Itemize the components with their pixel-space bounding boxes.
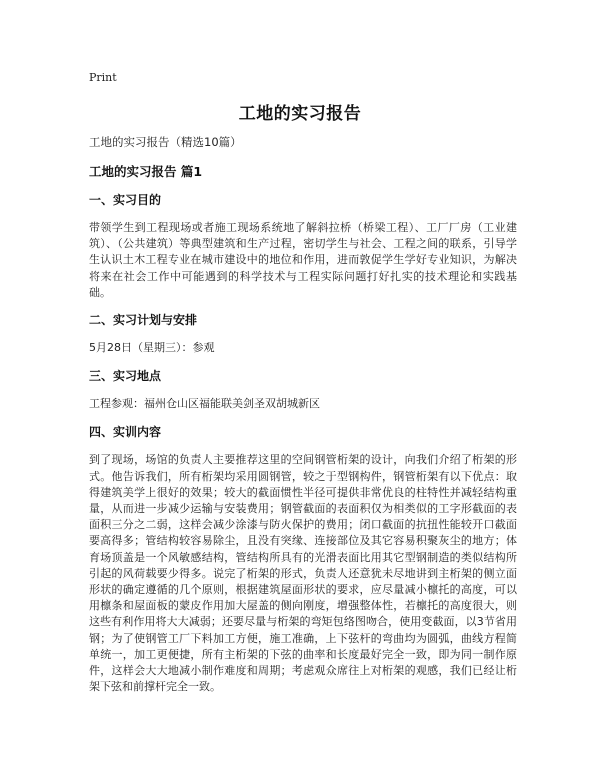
section-body-location: 工程参观：福州仓山区福能联美剑圣双胡城新区: [89, 397, 320, 411]
section-body-content: 到了现场，场馆的负责人主要推荐这里的空间钢管桁架的设计，向我们介绍了桁架的形式。他告诉我们，所有桁架均采用圆钢管，较之于型钢构件，钢管桁架有以下优点：取得建筑美学上很好的效果；较大的截面惯性半径可提供非常优良的柱特性并减轻结构重量，从而进一步减少运输与安装费用；钢管截面的表面积仅为相类似的工字形截面的表面积三分之二弱，这样会减少涂漆与防火保护的费用；闭口截面的抗扭性能较开口截面要高得多；管结构较容易除尘，且没有突缘、连接部位及其它容易积聚灰尘的地方；体育场顶盖是一个风敏感结构，管结构所具有的光滑表面比用其它型钢制造的类似结构所引起的风荷载要少得多。说完了桁架的形式，负责人还意犹未尽地讲到主桁架的侧立面形状的确定遵循的几个原则，根据建筑屋面形状的要求，应尽量减小檩托的高度，可以用檩条和屋面板的蒙皮作用加大屋盖的侧向刚度，增强整体性，若檩托的高度很大，则这些有利作用将大大减弱；还要尽量与桁架的弯矩包络图吻合，使用变截面，以3节省用钢；为了使钢管工厂下料加工方便，施工准确，上下弦杆的弯曲均为圆弧，曲线方程简单统一，加工更便捷，所有主桁架的下弦的曲率和长度最好完全一致，即为同一制作原件，这样会大大地减小制作难度和周期；考虑观众席往上对桁架的观感，我们已经让桁架下弦和前撑杆完全一致。: [89, 453, 517, 694]
section-heading-plan: 二、实习计划与安排: [89, 313, 198, 328]
section-heading-content: 四、实训内容: [89, 425, 162, 440]
print-link[interactable]: Print: [89, 71, 117, 84]
chapter-title: 工地的实习报告 篇1: [89, 164, 203, 179]
section-heading-purpose: 一、实习目的: [89, 193, 162, 207]
section-heading-location: 三、实习地点: [89, 369, 162, 384]
document-title: 工地的实习报告: [238, 104, 362, 124]
section-body-plan: 5月28日（星期三）：参观: [89, 341, 215, 355]
document-subtitle: 工地的实习报告（精选10篇）: [89, 135, 242, 149]
section-body-purpose: 带领学生到工程现场或者施工现场系统地了解斜拉桥（桥梁工程）、工厂厂房（工业建筑）、（公共建筑）等典型建筑和生产过程，密切学生与社会、工程之间的联系，引导学生认识土木工程专业在城市建设中的地位和作用，进而敦促学生学好专业知识，为解决将来在社会工作中可能遇到的科学技术与工程实际问题打好扎实的技术理论和实践基础。: [89, 221, 517, 299]
document-content: [89, 134, 517, 706]
